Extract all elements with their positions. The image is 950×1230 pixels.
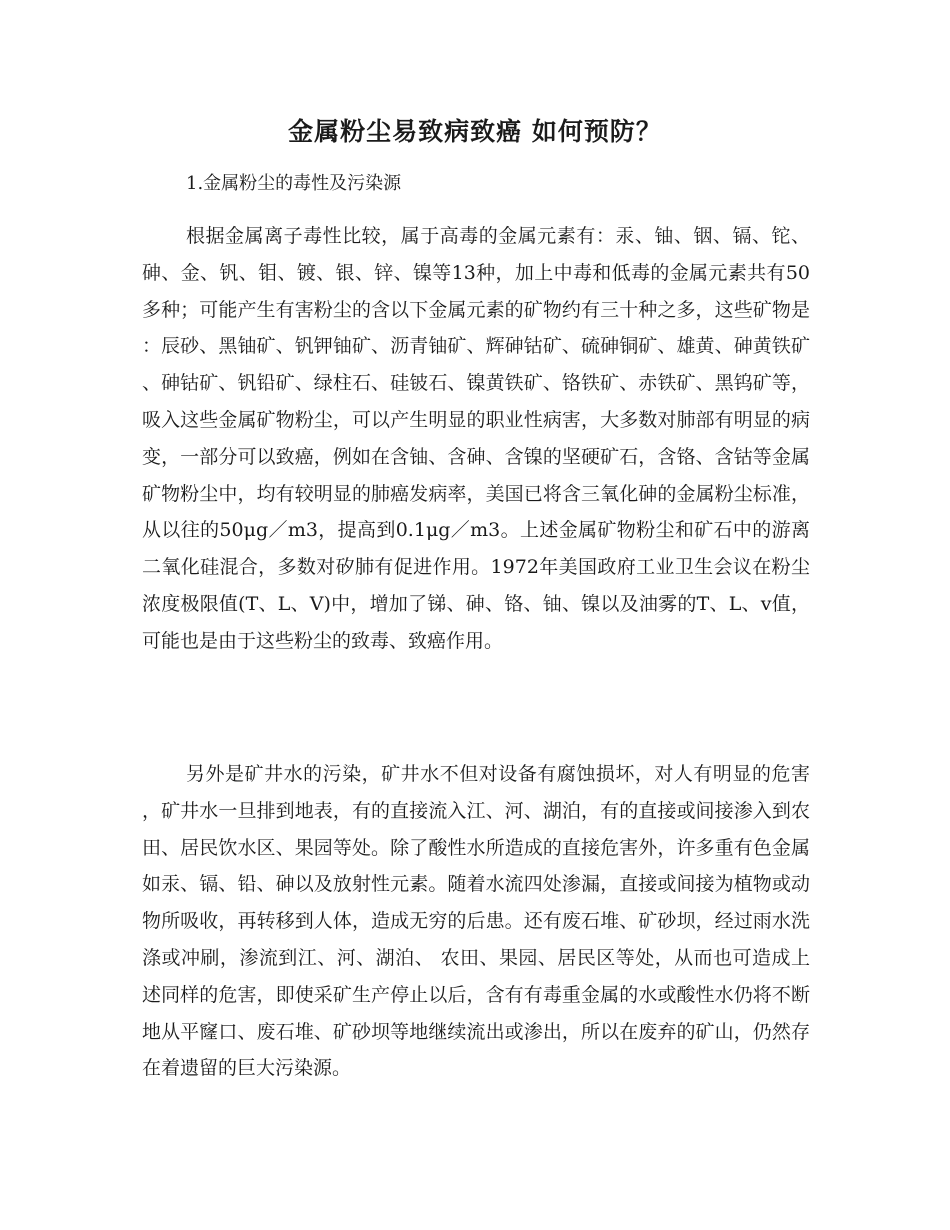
body-paragraph-toxicity: 根据金属离子毒性比较，属于高毒的金属元素有：汞、铀、铟、镉、铊、砷、金、钒、钼、镀、银、锌、镍等13种，加上中毒和低毒的金属元素共有50多种；可能产生有害粉尘的含以下金属元素的矿物约有三十种之多，这些矿物是：辰砂、黑铀矿、钒钾铀矿、沥青铀矿、辉砷钴矿、硫砷铜矿、雄黄、砷黄铁矿、砷钴矿、钒铅矿、绿柱石、硅铍石、镍黄铁矿、铬铁矿、赤铁矿、黑钨矿等，吸入这些金属矿物粉尘，可以产生明显的职业性病害，大多数对肺部有明显的病变，一部分可以致癌，例如在含铀、含砷、含镍的坚硬矿石，含铬、含钴等金属矿物粉尘中，均有较明显的肺癌发病率，美国已将含三氧化砷的金属粉尘标准，从以往的50μg／m3，提高到0.1μg／m3。上述金属矿物粉尘和矿石中的游离二氧化硅混合，多数对矽肺有促进作用。1972年美国政府工业卫生会议在粉尘浓度极限值(T、L、V)中，增加了锑、砷、铬、铀、镍以及油雾的T、L、v值，可能也是由于这些粉尘的致毒、致癌作用。	[142, 225, 810, 652]
body-paragraph-mine-water: 另外是矿井水的污染，矿井水不但对设备有腐蚀损坏，对人有明显的危害，矿井水一旦排到地表，有的直接流入江、河、湖泊，有的直接或间接渗入到农田、居民饮水区、果园等处。除了酸性水所造成的直接危害外，许多重有色金属如汞、镉、铅、砷以及放射性元素。随着水流四处渗漏，直接或间接为植物或动物所吸收，再转移到人体，造成无穷的后患。还有废石堆、矿砂坝，经过雨水洗涤或冲刷，渗流到江、河、湖泊、 农田、果园、居民区等处，从而也可造成上述同样的危害，即使采矿生产停止以后，含有有毒重金属的水或酸性水仍将不断地从平窿口、废石堆、矿砂坝等地继续流出或渗出，所以在废弃的矿山，仍然存在着遗留的巨大污染源。	[142, 763, 810, 1080]
section-heading: 1.金属粉尘的毒性及污染源	[186, 173, 402, 194]
document-title: 金属粉尘易致病致癌 如何预防？	[288, 117, 662, 146]
